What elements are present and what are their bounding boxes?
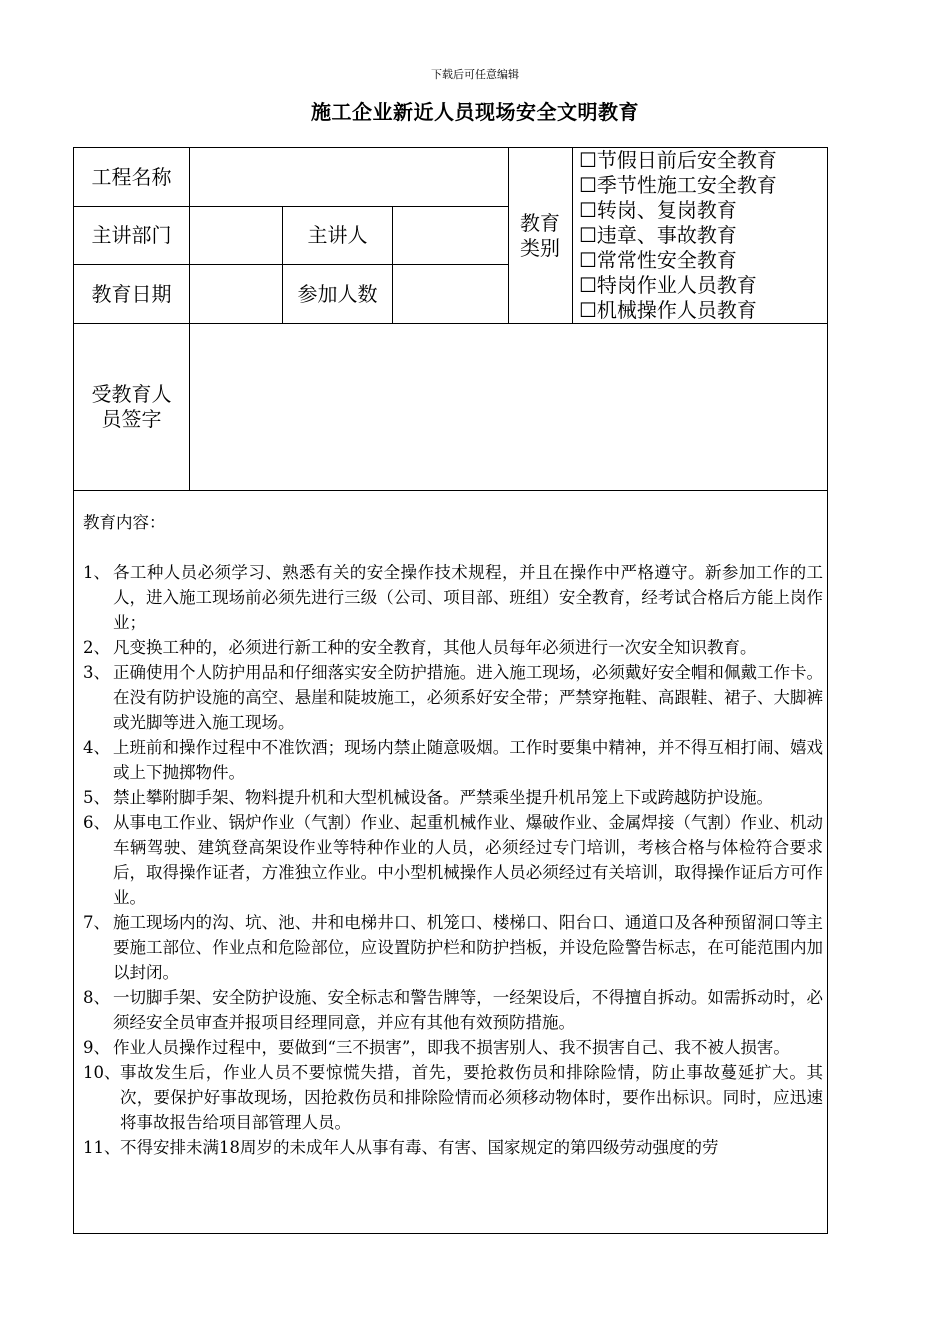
list-item bbox=[83, 560, 823, 635]
education-type-option[interactable]: ☐机械操作人员教育 bbox=[579, 298, 757, 322]
item-text: 凡变换工种的，必须进行新工种的安全教育，其他人员每年必须进行一次安全知识教育。 bbox=[113, 638, 757, 657]
col-divider bbox=[572, 147, 573, 324]
list-item bbox=[83, 1135, 823, 1160]
item-number: 7、 bbox=[83, 913, 110, 932]
category-label-cell bbox=[512, 148, 568, 323]
list-item bbox=[83, 910, 823, 985]
dept-field[interactable] bbox=[190, 207, 282, 264]
signature-field[interactable] bbox=[190, 324, 827, 490]
speaker-label: 主讲人 bbox=[307, 223, 368, 247]
item-text: 从事电工作业、锅炉作业（气割）作业、起重机械作业、爆破作业、金属焊接（气割）作业、机动车辆驾驶、建筑登高架设作业等特种作业的人员，必须经过专门培训，考核合格与体检符合要求后，取得操作证者，方准独立作业。中小型机械操作人员必须经过有关培训，取得操作证后方可作业。 bbox=[113, 813, 823, 907]
category-label: 教育类别 bbox=[520, 210, 560, 260]
education-type-option[interactable]: ☐常常性安全教育 bbox=[579, 248, 737, 272]
item-text: 施工现场内的沟、坑、池、井和电梯井口、机笼口、楼梯口、阳台口、通道口及各种预留洞口等主要施工部位、作业点和危险部位，应设置防护栏和防护挡板，并设危险警告标志，在可能范围内加以封闭。 bbox=[113, 913, 823, 982]
col-divider bbox=[508, 147, 509, 324]
date-label: 教育日期 bbox=[91, 281, 172, 306]
list-item bbox=[83, 735, 823, 785]
education-content bbox=[83, 510, 823, 1160]
item-text: 禁止攀附脚手架、物料提升机和大型机械设备。严禁乘坐提升机吊笼上下或跨越防护设施。 bbox=[113, 788, 773, 807]
list-item bbox=[83, 635, 823, 660]
education-type-list bbox=[579, 148, 825, 323]
signature-label: 受教育人员签字 bbox=[91, 382, 172, 431]
item-number: 10、 bbox=[83, 1063, 121, 1082]
education-type-option[interactable]: ☐节假日前后安全教育 bbox=[579, 148, 777, 172]
item-number: 6、 bbox=[83, 813, 110, 832]
list-item bbox=[83, 985, 823, 1035]
item-text: 上班前和操作过程中不准饮酒；现场内禁止随意吸烟。工作时要集中精神，并不得互相打闹、嬉戏或上下抛掷物件。 bbox=[113, 738, 823, 782]
item-number: 9、 bbox=[83, 1038, 110, 1057]
item-text: 一切脚手架、安全防护设施、安全标志和警告牌等，一经架设后，不得擅自拆动。如需拆动时，必须经安全员审查并报项目经理同意，并应有其他有效预防措施。 bbox=[113, 988, 823, 1032]
project-name-field[interactable] bbox=[190, 148, 508, 206]
education-type-option[interactable]: ☐季节性施工安全教育 bbox=[579, 173, 777, 197]
project-name-label: 工程名称 bbox=[91, 164, 172, 189]
speaker-field[interactable] bbox=[393, 207, 508, 264]
list-item bbox=[83, 810, 823, 910]
header-note: 下载后可任意编辑 bbox=[431, 68, 519, 81]
item-text: 各工种人员必须学习、熟悉有关的安全操作技术规程，并且在操作中严格遵守。新参加工作的工人，进入施工现场前必须先进行三级（公司、项目部、班组）安全教育，经考试合格后方能上岗作业； bbox=[113, 563, 823, 632]
list-item bbox=[83, 1060, 823, 1135]
attendees-label: 参加人数 bbox=[297, 281, 378, 306]
list-item bbox=[83, 660, 823, 735]
dept-label: 主讲部门 bbox=[91, 223, 172, 247]
item-number: 3、 bbox=[83, 663, 110, 682]
item-number: 11、 bbox=[83, 1138, 121, 1157]
content-label: 教育内容： bbox=[83, 513, 166, 532]
item-number: 4、 bbox=[83, 738, 110, 757]
education-type-option[interactable]: ☐转岗、复岗教育 bbox=[579, 198, 737, 222]
page-title: 施工企业新近人员现场安全文明教育 bbox=[311, 100, 639, 124]
date-field[interactable] bbox=[190, 265, 282, 323]
row-divider bbox=[73, 490, 828, 491]
item-number: 1、 bbox=[83, 563, 110, 582]
item-text: 不得安排未满18周岁的未成年人从事有毒、有害、国家规定的第四级劳动强度的劳 bbox=[120, 1138, 719, 1157]
item-text: 事故发生后，作业人员不要惊慌失措，首先，要抢救伤员和排除险情，防止事故蔓延扩大。其次，要保护好事故现场，因抢救伤员和排除险情而必须移动物体时，要作出标识。同时，应迅速将事故报告给项目部管理人员。 bbox=[120, 1063, 823, 1132]
item-text: 作业人员操作过程中，要做到“三不损害”，即我不损害别人、我不损害自己、我不被人损害。 bbox=[113, 1038, 790, 1057]
attendees-field[interactable] bbox=[393, 265, 508, 323]
item-text: 正确使用个人防护用品和仔细落实安全防护措施。进入施工现场，必须戴好安全帽和佩戴工作卡。在没有防护设施的高空、悬崖和陡坡施工，必须系好安全带；严禁穿拖鞋、高跟鞋、裙子、大脚裤或光脚等进入施工现场。 bbox=[113, 663, 823, 732]
education-type-option[interactable]: ☐特岗作业人员教育 bbox=[579, 273, 757, 297]
list-item bbox=[83, 785, 823, 810]
item-number: 5、 bbox=[83, 788, 110, 807]
education-type-option[interactable]: ☐违章、事故教育 bbox=[579, 223, 737, 247]
item-number: 2、 bbox=[83, 638, 110, 657]
list-item bbox=[83, 1035, 823, 1060]
item-number: 8、 bbox=[83, 988, 110, 1007]
signature-label-cell bbox=[74, 324, 189, 490]
